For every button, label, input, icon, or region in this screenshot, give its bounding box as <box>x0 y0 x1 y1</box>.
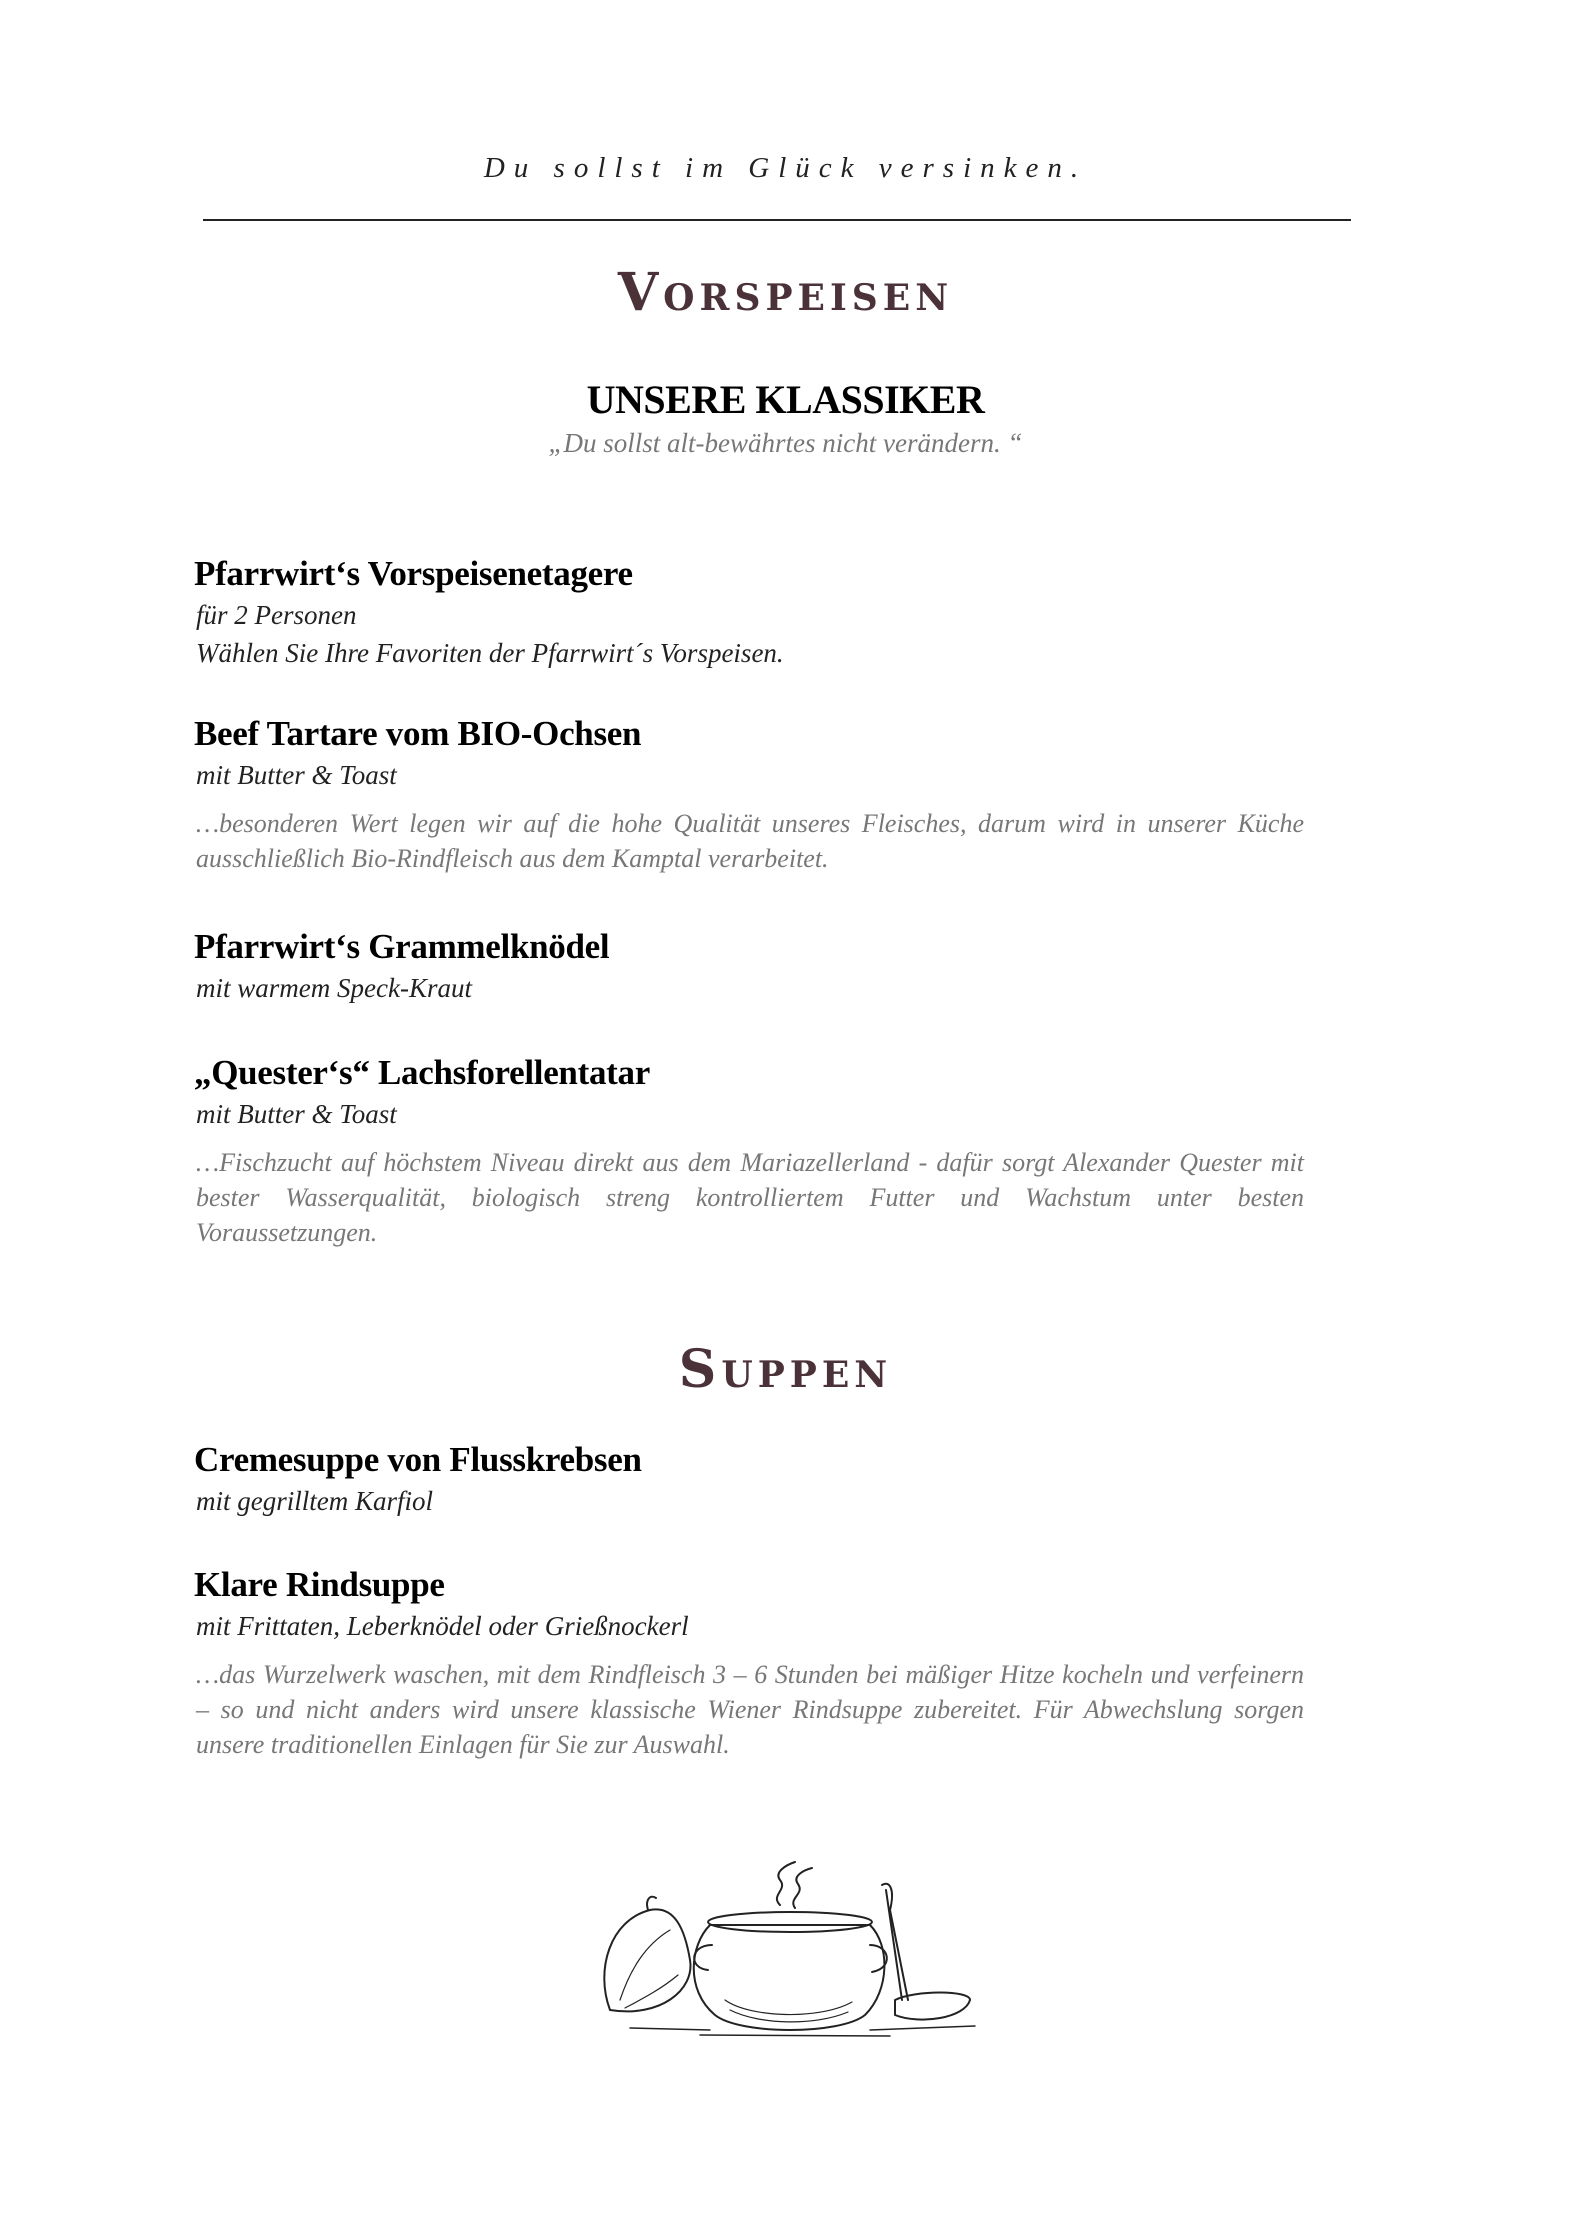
item-name: „Quester‘s“ Lachsforellentatar <box>194 1053 650 1092</box>
item-note: …besonderen Wert legen wir auf die hohe Qualität unseres Fleisches, darum wird in unserer Küche ausschließlich Bio-Rindfleisch aus dem Kamptal verarbeitet. <box>196 809 1304 873</box>
item-description: mit Butter & Toast <box>196 1099 397 1129</box>
item-description: mit Frittaten, Leberknödel oder Grießnockerl <box>196 1611 689 1641</box>
menu-item-beef-tartare <box>194 712 1304 876</box>
section-title-suppen: Suppen <box>678 1339 893 1400</box>
item-description: mit Butter & Toast <box>196 760 397 790</box>
menu-item-cremesuppe <box>194 1438 1304 1520</box>
item-note: …das Wurzelwerk waschen, mit dem Rindfleisch 3 – 6 Stunden bei mäßiger Hitze kocheln und verfeinern – so und nicht anders wird unsere klassische Wiener Rindsuppe zubereitet. Für Abwechslung sorgen unsere traditionellen Einlagen für Sie zur Auswahl. <box>196 1660 1304 1759</box>
subsection-quote: „Du sollst alt-bewährtes nicht verändern. “ <box>548 428 1023 458</box>
item-description: Wählen Sie Ihre Favoriten der Pfarrwirt´s Vorspeisen. <box>196 638 784 668</box>
item-description: für 2 Personen <box>196 600 357 630</box>
item-name: Klare Rindsuppe <box>194 1565 445 1604</box>
item-note: …Fischzucht auf höchstem Niveau direkt aus dem Mariazellerland - dafür sorgt Alexander Quester mit bester Wasserqualität, biologisch streng kontrolliertem Futter und Wachstum unter besten Voraussetzungen. <box>196 1148 1304 1247</box>
item-name: Cremesuppe von Flusskrebsen <box>194 1440 642 1479</box>
subsection-title-klassiker: UNSERE KLASSIKER <box>586 377 985 422</box>
menu-item-vorspeisenetagere <box>194 552 1304 672</box>
menu-item-lachsforellentatar <box>194 1051 1304 1250</box>
menu-item-rindsuppe <box>194 1563 1304 1762</box>
item-name: Pfarrwirt‘s Vorspeisenetagere <box>194 554 633 593</box>
soup-pot-icon <box>590 1850 990 2050</box>
section-title-vorspeisen: Vorspeisen <box>617 262 954 323</box>
page-motto: Du sollst im Glück versinken. <box>483 152 1088 184</box>
item-name: Beef Tartare vom BIO-Ochsen <box>194 714 642 753</box>
menu-item-grammelknoedel <box>194 925 1304 1007</box>
header-divider <box>203 219 1351 221</box>
item-description: mit gegrilltem Karfiol <box>196 1486 434 1516</box>
item-description: mit warmem Speck-Kraut <box>196 973 472 1003</box>
item-name: Pfarrwirt‘s Grammelknödel <box>194 927 610 966</box>
